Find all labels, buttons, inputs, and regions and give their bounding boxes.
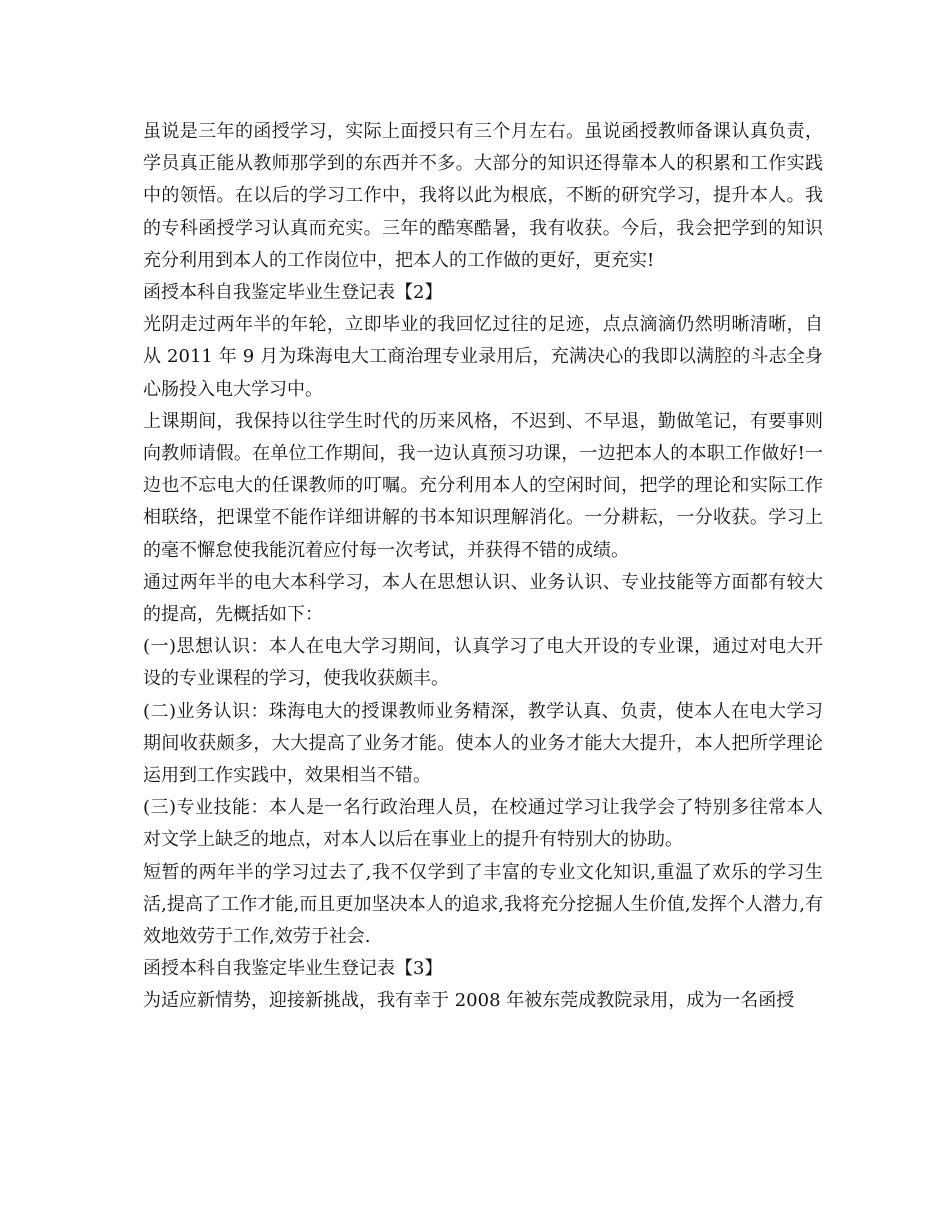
section-heading-3: 函授本科自我鉴定毕业生登记表【3】 (143, 958, 443, 980)
paragraph-section-3-start: 为适应新情势，迎接新挑战，我有幸于 2008 年被东莞成教院录用，成为一名函授 (143, 990, 795, 1012)
paragraph-class-period: 上课期间，我保持以往学生时代的历来风格，不迟到、不早退，勤做笔记，有要事则向教师请假。在单位工作期间，我一边认真预习功课，一边把本人的本职工作做好!一边也不忘电大的任课教师的叮嘱。充分利用本人的空闲时间，把学的理论和实际工作相联络，把课堂不能作详细讲解的书本知识理解消化。一分耕耘，一分收获。学习上的毫不懈怠使我能沉着应付每一次考试，并获得不错的成绩。 (143, 410, 823, 561)
paragraph-item-thought: (一)思想认识：本人在电大学习期间，认真学习了电大开设的专业课，通过对电大开设的专业课程的学习，使我收获颇丰。 (143, 636, 823, 690)
paragraph-conclusion: 短暂的两年半的学习过去了,我不仅学到了丰富的专业文化知识,重温了欢乐的学习生活,提高了工作才能,而且更加坚决本人的追求,我将充分挖掘人生价值,发挥个人潜力,有效地效劳于工作,效劳于社会. (143, 861, 823, 948)
document-body (143, 116, 823, 1018)
paragraph-intro: 虽说是三年的函授学习，实际上面授只有三个月左右。虽说函授教师备课认真负责，学员真正能从教师那学到的东西并不多。大部分的知识还得靠本人的积累和工作实践中的领悟。在以后的学习工作中，我将以此为根底，不断的研究学习，提升本人。我的专科函授学习认真而充实。三年的酷寒酷暑，我有收获。今后，我会把学到的知识充分利用到本人的工作岗位中，把本人的工作做的更好，更充实! (143, 121, 823, 271)
paragraph-item-business: (二)业务认识：珠海电大的授课教师业务精深，教学认真、负责，使本人在电大学习期间收获颇多，大大提高了业务才能。使本人的业务才能大大提升，本人把所学理论运用到工作实践中，效果相当不错。 (143, 700, 823, 787)
paragraph-item-skill: (三)专业技能：本人是一名行政治理人员，在校通过学习让我学会了特别多往常本人对文学上缺乏的地点，对本人以后在事业上的提升有特别大的协助。 (143, 797, 823, 851)
paragraph-summary-intro: 通过两年半的电大本科学习，本人在思想认识、业务认识、专业技能等方面都有较大的提高，先概括如下： (143, 571, 823, 626)
paragraph-time-passed: 光阴走过两年半的年轮，立即毕业的我回忆过往的足迹，点点滴滴仍然明晰清晰，自从 2011 年 9 月为珠海电大工商治理专业录用后，充满决心的我即以满腔的斗志全身心肠投入电大学习中。 (143, 314, 823, 400)
section-heading-2: 函授本科自我鉴定毕业生登记表【2】 (143, 282, 443, 304)
